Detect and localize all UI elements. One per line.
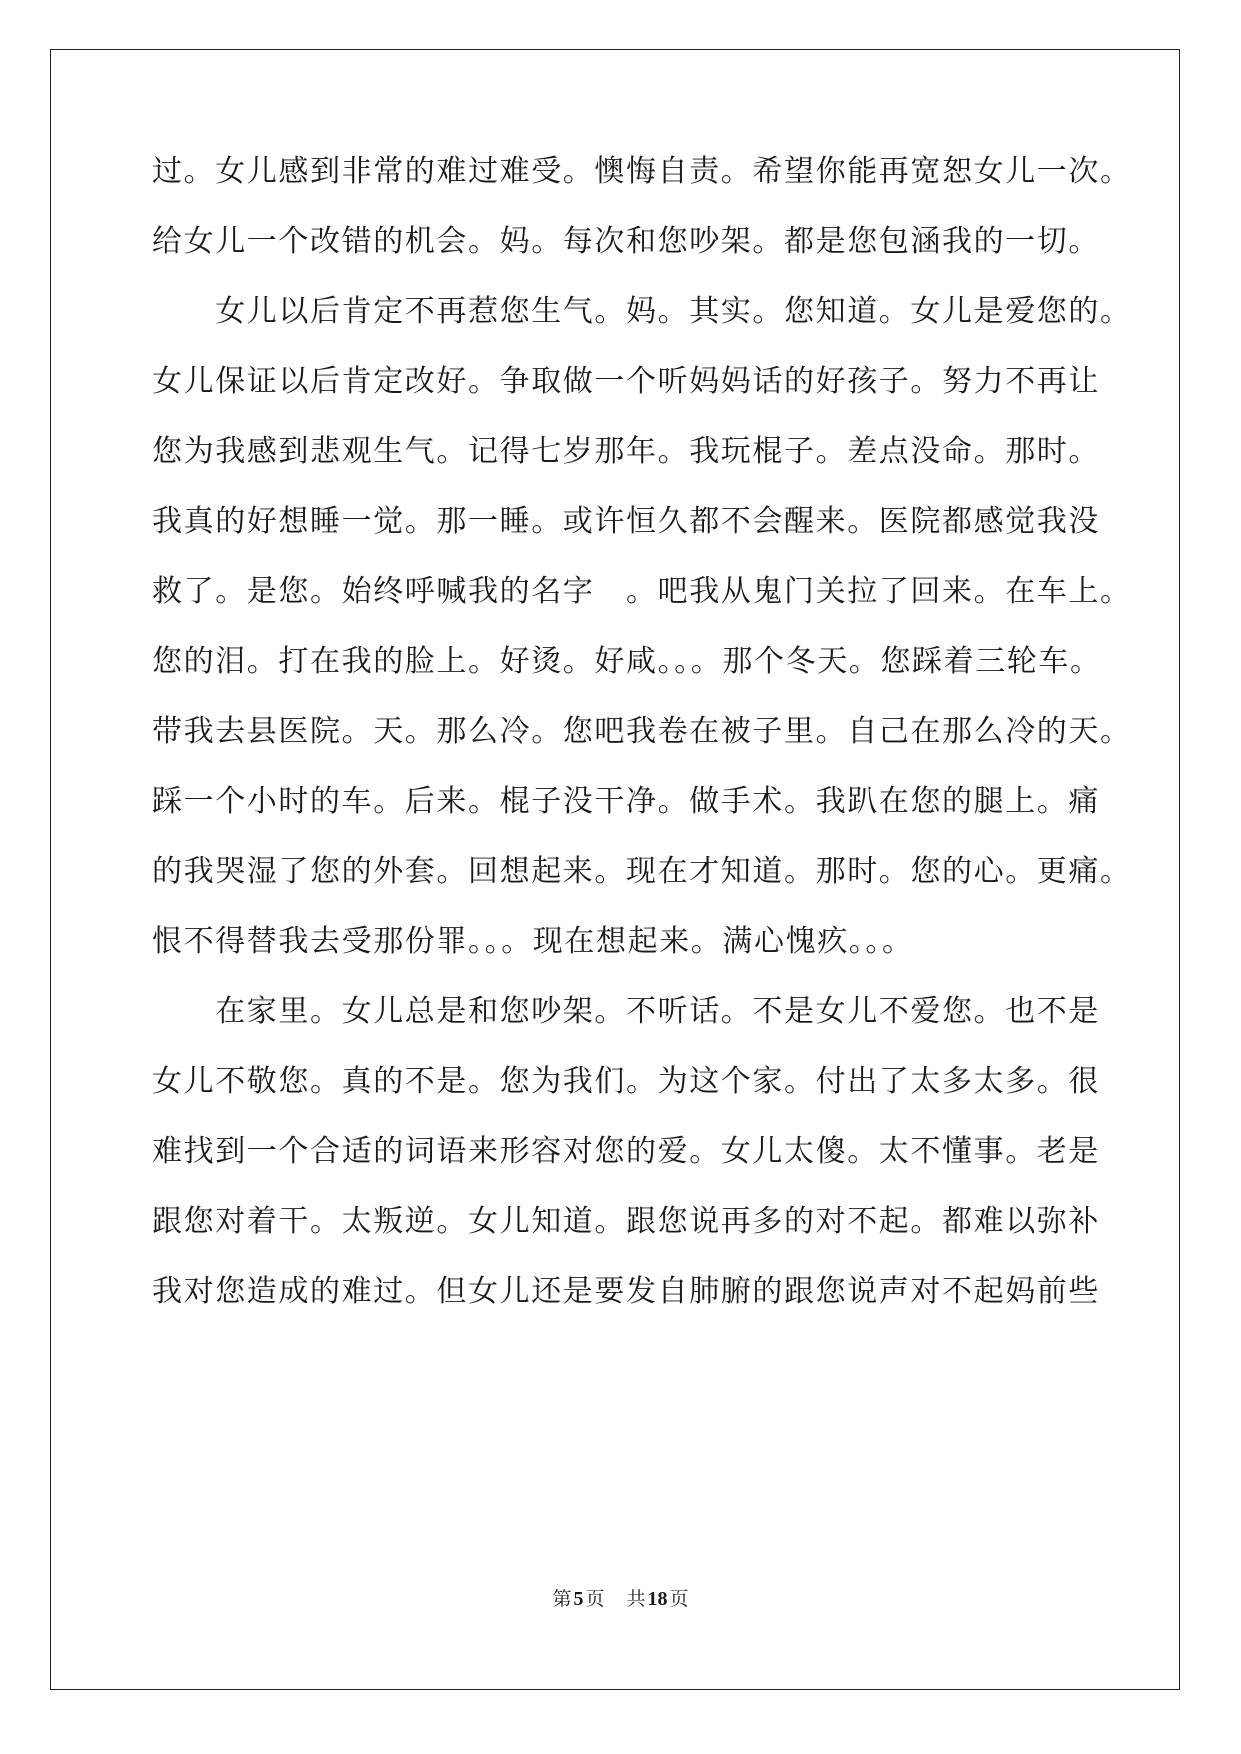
text-line: 恨不得替我去受那份罪。。。现在想起来。满心愧疚。。。	[152, 924, 914, 959]
text-line: 的我哭湿了您的外套。回想起来。现在才知道。那时。您的心。更痛。	[152, 854, 1132, 889]
page-prefix: 第	[552, 1588, 572, 1610]
text-line: 带我去县医院。天。那么冷。您吧我卷在被子里。自己在那么冷的天。	[152, 714, 1132, 749]
page-footer	[0, 1586, 1241, 1612]
text-line: 救了。是您。始终呼喊我的名字 。吧我从鬼门关拉了回来。在车上。	[152, 574, 1132, 609]
total-pages: 18	[647, 1588, 668, 1610]
text-line: 您为我感到悲观生气。记得七岁那年。我玩棍子。差点没命。那时。	[152, 434, 1100, 469]
text-line: 我真的好想睡一觉。那一睡。或许恒久都不会醒来。医院都感觉我没	[152, 504, 1100, 539]
text-line: 女儿以后肯定不再惹您生气。妈。其实。您知道。女儿是爱您的。	[152, 294, 1132, 329]
text-line: 在家里。女儿总是和您吵架。不听话。不是女儿不爱您。也不是	[152, 994, 1100, 1029]
text-line: 女儿保证以后肯定改好。争取做一个听妈妈话的好孩子。努力不再让	[152, 364, 1100, 399]
text-line: 给女儿一个改错的机会。妈。每次和您吵架。都是您包涵我的一切。	[152, 224, 1100, 259]
page-number: 5	[573, 1588, 584, 1610]
text-line: 难找到一个合适的词语来形容对您的爱。女儿太傻。太不懂事。老是	[152, 1134, 1100, 1169]
total-suffix: 页	[669, 1588, 689, 1610]
text-line: 我对您造成的难过。但女儿还是要发自肺腑的跟您说声对不起妈前些	[152, 1274, 1100, 1309]
total-prefix: 共	[626, 1588, 646, 1610]
text-line: 您的泪。打在我的脸上。好烫。好咸。。。那个冬天。您踩着三轮车。	[152, 644, 1102, 679]
text-line: 过。女儿感到非常的难过难受。懊悔自责。希望你能再宽恕女儿一次。	[152, 154, 1132, 189]
text-line: 女儿不敬您。真的不是。您为我们。为这个家。付出了太多太多。很	[152, 1064, 1100, 1099]
text-line: 跟您对着干。太叛逆。女儿知道。跟您说再多的对不起。都难以弥补	[152, 1204, 1100, 1239]
page-suffix: 页	[585, 1588, 605, 1610]
text-line: 踩一个小时的车。后来。棍子没干净。做手术。我趴在您的腿上。痛	[152, 784, 1100, 819]
